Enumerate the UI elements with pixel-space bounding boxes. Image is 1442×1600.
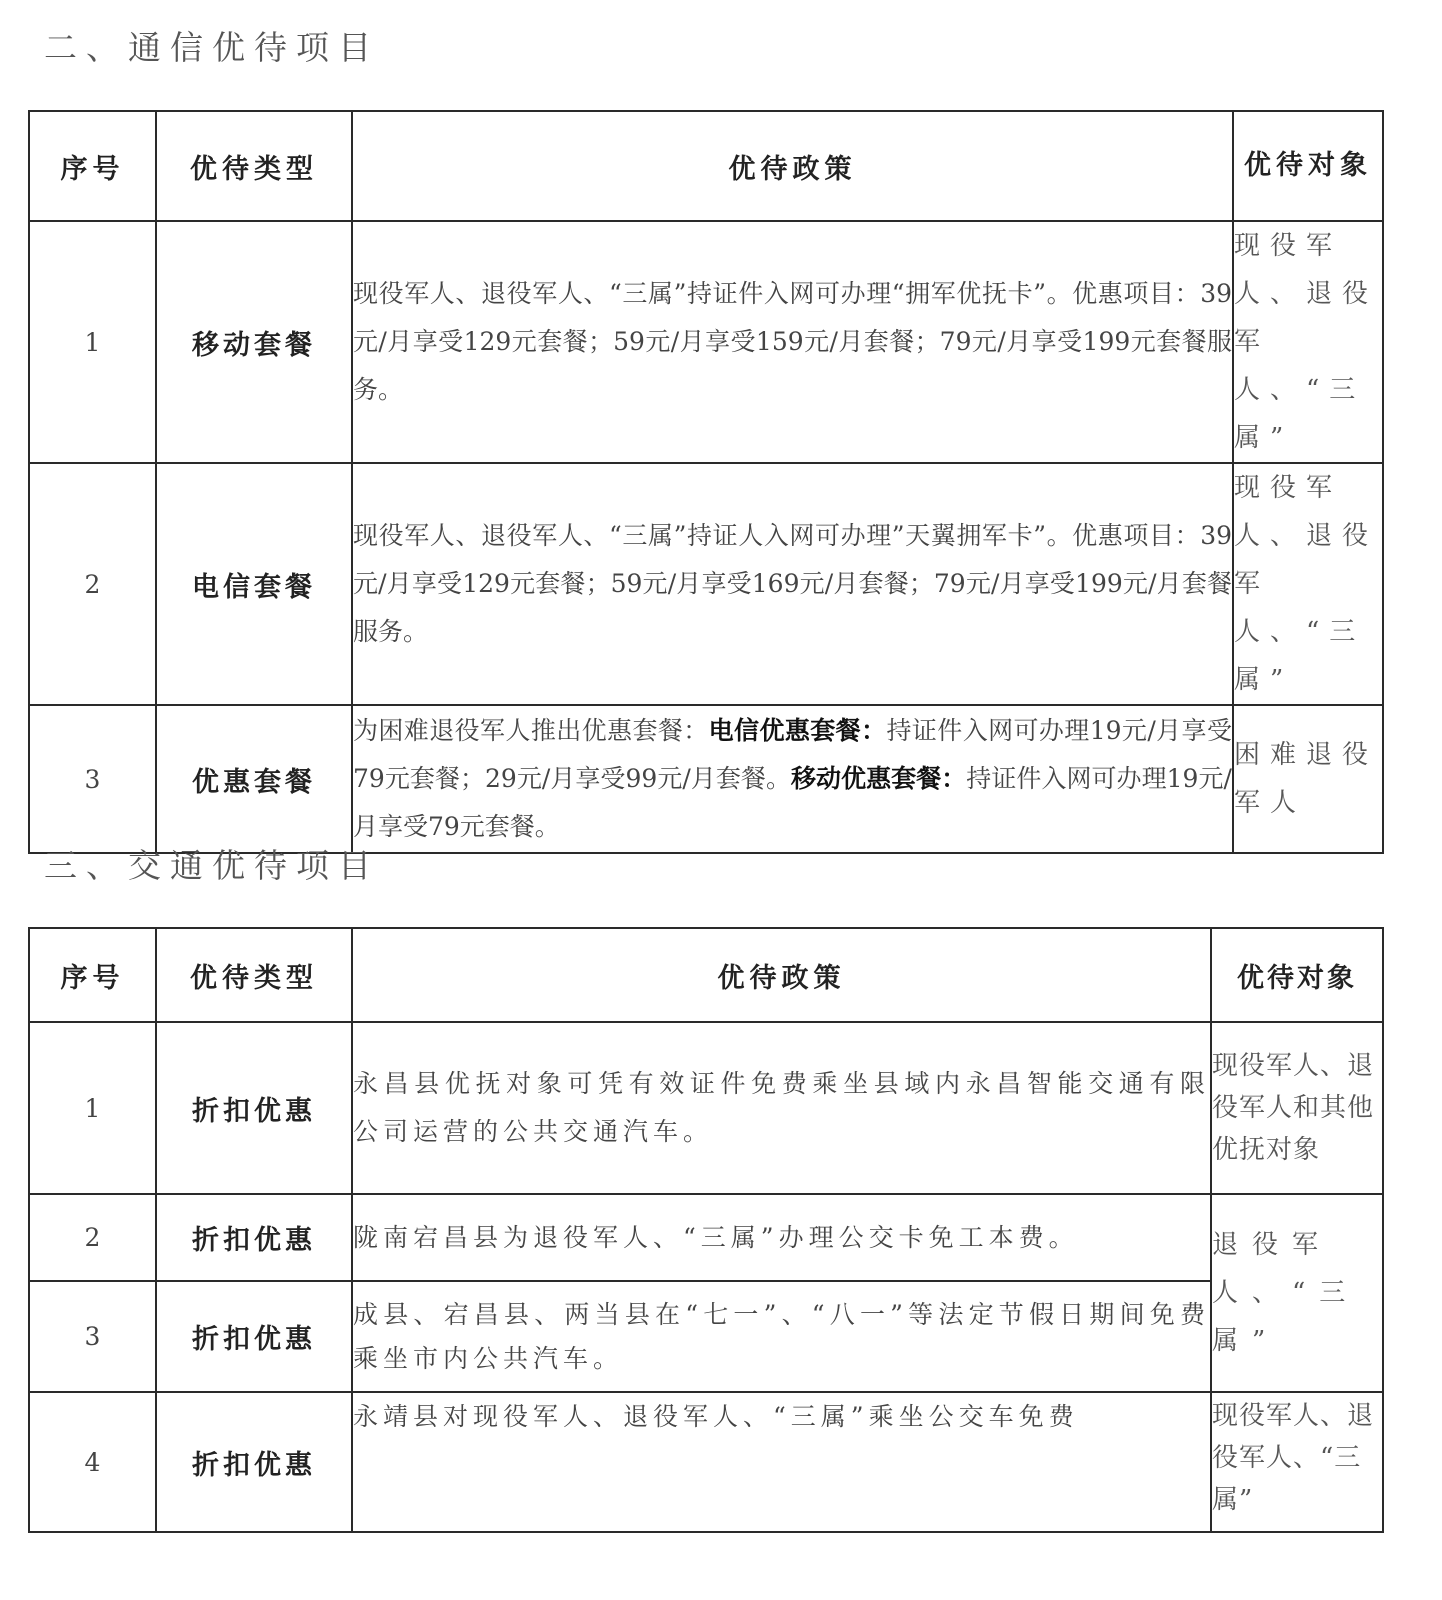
header-target: 优待对象 (1233, 111, 1383, 221)
row-type: 折扣优惠 (156, 1194, 352, 1281)
mobile-offer-text: 持证件入网可办理19元/月享受79元套餐。 (353, 764, 1232, 841)
header-num: 序号 (29, 928, 156, 1022)
row-num: 1 (29, 221, 156, 463)
telecom-offer-label: 电信优惠套餐： (708, 716, 887, 745)
row-type: 电信套餐 (156, 463, 352, 705)
row-policy: 陇南宕昌县为退役军人、“三属”办理公交卡免工本费。 (352, 1194, 1211, 1281)
header-policy: 优待政策 (352, 928, 1211, 1022)
telecom-offer-text: 持证件入网可办理19元/月享受79元套餐；29元/月享受99元/月套餐。 (353, 716, 1232, 793)
row-num: 1 (29, 1022, 156, 1194)
row-type: 折扣优惠 (156, 1392, 352, 1532)
row-num: 2 (29, 1194, 156, 1281)
row-policy: 永靖县对现役军人、退役军人、“三属”乘坐公交车免费 (352, 1392, 1211, 1532)
policy-intro: 为困难退役军人推出优惠套餐： (353, 716, 709, 745)
section-2-title: 二、通信优待项目 (44, 28, 380, 67)
table-row (29, 1194, 1383, 1281)
row-target: 现役军人、退役军人和其他优抚对象 (1211, 1022, 1383, 1194)
row-target: 现役军人、退役军人、“三属” (1211, 1392, 1383, 1532)
row-type: 折扣优惠 (156, 1281, 352, 1392)
row-num: 3 (29, 1281, 156, 1392)
header-type: 优待类型 (156, 111, 352, 221)
table-row (29, 221, 1383, 463)
header-policy: 优待政策 (352, 111, 1233, 221)
row-num: 3 (29, 705, 156, 853)
header-target: 优待对象 (1211, 928, 1383, 1022)
row-type: 折扣优惠 (156, 1022, 352, 1194)
row-type: 移动套餐 (156, 221, 352, 463)
header-type: 优待类型 (156, 928, 352, 1022)
row-num: 4 (29, 1392, 156, 1532)
transport-benefits-table (28, 927, 1384, 1533)
table-row (29, 463, 1383, 705)
row-policy (352, 705, 1233, 853)
table-header-row (29, 111, 1383, 221)
communication-benefits-table (28, 110, 1384, 854)
row-type: 优惠套餐 (156, 705, 352, 853)
row-num: 2 (29, 463, 156, 705)
table-row (29, 705, 1383, 853)
row-policy: 永昌县优抚对象可凭有效证件免费乘坐县域内永昌智能交通有限公司运营的公共交通汽车。 (352, 1022, 1211, 1194)
row-policy: 现役军人、退役军人、“三属”持证件入网可办理“拥军优抚卡”。优惠项目：39元/月享受129元套餐；59元/月享受159元/月套餐；79元/月享受199元套餐服务。 (352, 221, 1233, 463)
mobile-offer-label: 移动优惠套餐： (791, 764, 967, 793)
row-target: 现役军人、退役军人、“三属” (1233, 221, 1383, 463)
row-policy: 成县、宕昌县、两当县在“七一”、“八一”等法定节假日期间免费乘坐市内公共汽车。 (352, 1281, 1211, 1392)
table-row (29, 1281, 1383, 1392)
table-header-row (29, 928, 1383, 1022)
header-num: 序号 (29, 111, 156, 221)
row-policy: 现役军人、退役军人、“三属”持证人入网可办理”天翼拥军卡”。优惠项目：39元/月享受129元套餐；59元/月享受169元/月套餐；79元/月享受199元/月套餐服务。 (352, 463, 1233, 705)
table-row (29, 1022, 1383, 1194)
row-target: 退役军人、“三属” (1211, 1194, 1383, 1392)
table-row (29, 1392, 1383, 1532)
row-target: 现役军人、退役军人、“三属” (1233, 463, 1383, 705)
section-3-title: 三、交通优待项目 (44, 846, 380, 885)
row-target: 困难退役军人 (1233, 705, 1383, 853)
